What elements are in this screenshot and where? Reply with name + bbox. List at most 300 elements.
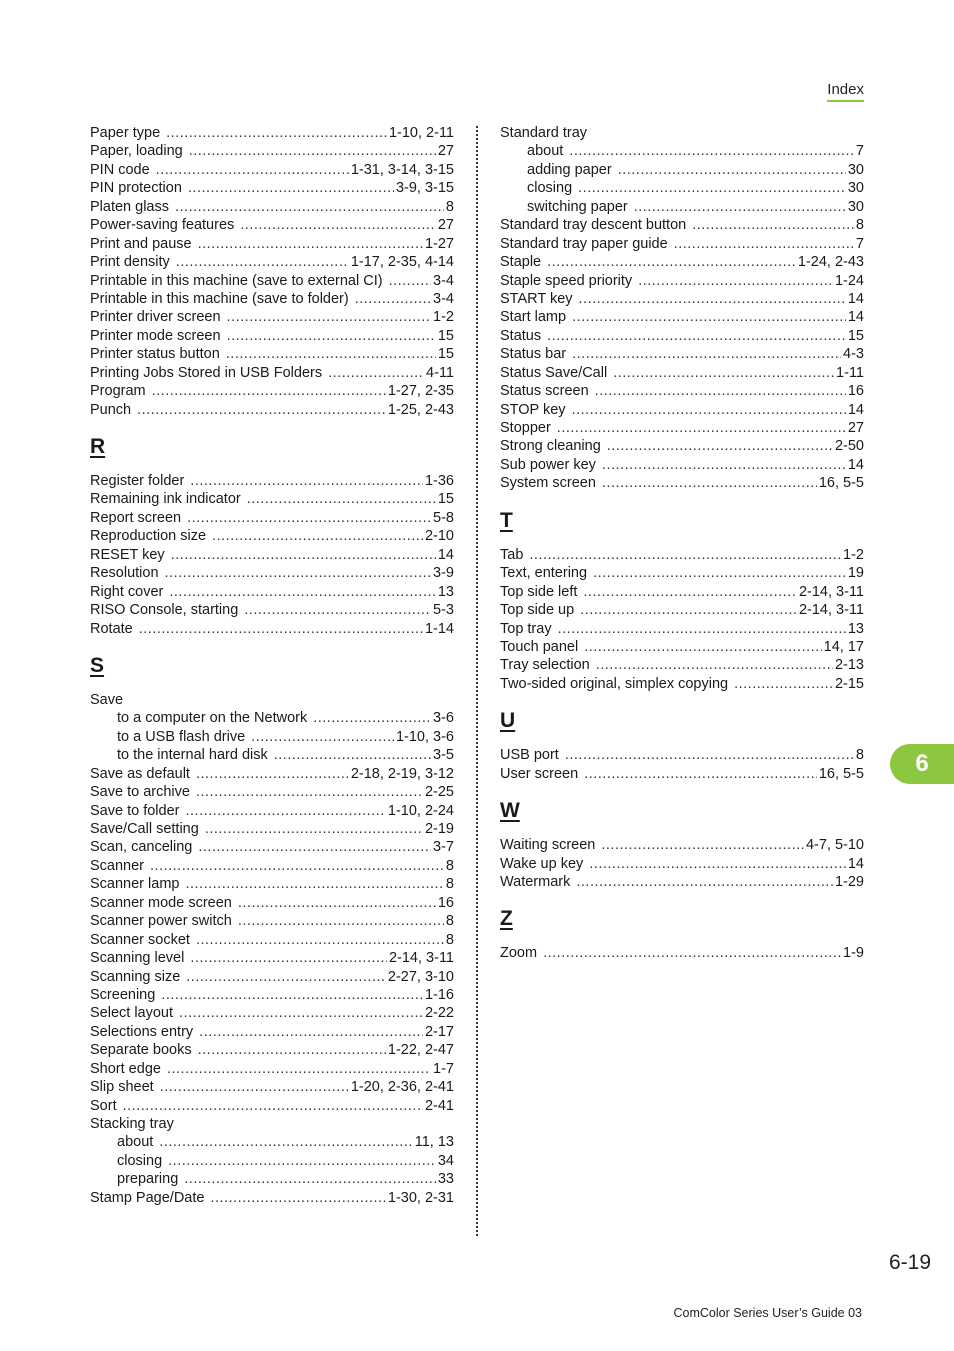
index-page-refs[interactable]: 5-3 bbox=[433, 602, 454, 619]
index-entry bbox=[90, 912, 454, 930]
index-term: PIN code bbox=[90, 161, 150, 178]
index-term: Printer driver screen bbox=[90, 309, 221, 326]
index-page-refs[interactable]: 7 bbox=[855, 143, 864, 160]
index-column-left bbox=[90, 124, 454, 1207]
index-entry bbox=[90, 783, 454, 801]
index-term: Strong cleaning bbox=[500, 438, 601, 455]
index-term: Report screen bbox=[90, 509, 182, 526]
index-entry bbox=[500, 746, 864, 764]
index-term: Tray selection bbox=[500, 657, 590, 674]
index-entry bbox=[500, 290, 864, 308]
index-term: preparing bbox=[117, 1171, 179, 1188]
dot-leader bbox=[196, 931, 444, 949]
index-entry bbox=[500, 364, 864, 382]
index-page-refs[interactable]: 1-29 bbox=[834, 874, 864, 890]
dot-leader bbox=[210, 1189, 385, 1207]
index-term: Register folder bbox=[90, 473, 185, 489]
index-page-refs[interactable]: 30 bbox=[847, 161, 864, 178]
index-page-refs[interactable]: 4-7, 5-10 bbox=[805, 837, 864, 854]
dot-leader bbox=[139, 620, 423, 638]
index-term: RESET key bbox=[90, 546, 165, 563]
index-entry bbox=[90, 253, 454, 271]
index-term: Wake up key bbox=[500, 855, 584, 872]
dot-leader bbox=[161, 986, 423, 1004]
index-entry bbox=[500, 656, 864, 674]
index-page-refs[interactable]: 2-14, 3-11 bbox=[798, 602, 864, 619]
index-term: Status bar bbox=[500, 346, 567, 363]
index-subentry bbox=[90, 728, 454, 746]
index-term: Scanning size bbox=[90, 968, 181, 985]
index-term: Save as default bbox=[90, 765, 190, 782]
index-entry bbox=[90, 1041, 454, 1059]
dot-leader bbox=[547, 253, 796, 271]
index-page-refs[interactable]: 13 bbox=[437, 583, 454, 600]
dot-leader bbox=[584, 638, 821, 656]
dot-leader bbox=[185, 875, 443, 893]
index-entry bbox=[500, 855, 864, 873]
index-term: Slip sheet bbox=[90, 1079, 154, 1096]
index-page-refs[interactable]: 2-14, 3-11 bbox=[388, 950, 454, 967]
index-term: Print and pause bbox=[90, 235, 192, 252]
dot-leader bbox=[593, 564, 846, 582]
index-term: Top side left bbox=[500, 583, 578, 600]
dot-leader bbox=[572, 308, 846, 326]
dot-leader bbox=[187, 509, 431, 527]
index-term: switching paper bbox=[527, 198, 628, 215]
index-page-refs[interactable]: 8 bbox=[445, 913, 454, 930]
index-page-refs[interactable]: 8 bbox=[445, 876, 454, 893]
index-term: Printer status button bbox=[90, 346, 220, 363]
index-term: Short edge bbox=[90, 1060, 161, 1077]
index-page-refs[interactable]: 14, 17 bbox=[823, 638, 864, 655]
index-page-refs[interactable]: 1-36 bbox=[424, 473, 454, 489]
dot-leader bbox=[168, 1152, 436, 1170]
index-term: Scanner lamp bbox=[90, 876, 180, 893]
index-term: Scanner power switch bbox=[90, 913, 232, 930]
index-term: RISO Console, starting bbox=[90, 602, 239, 619]
index-entry bbox=[90, 691, 454, 709]
index-term: Top side up bbox=[500, 602, 575, 619]
index-term: Separate books bbox=[90, 1042, 192, 1059]
index-term: Staple speed priority bbox=[500, 272, 633, 289]
index-entry bbox=[500, 944, 864, 962]
index-term: Rotate bbox=[90, 620, 133, 637]
dot-leader bbox=[188, 179, 394, 197]
index-page-refs[interactable]: 2-25 bbox=[424, 784, 454, 801]
dot-leader bbox=[674, 235, 854, 253]
index-page-refs[interactable]: 1-27, 2-35 bbox=[387, 383, 454, 400]
dot-leader bbox=[238, 894, 436, 912]
index-page-refs[interactable]: 27 bbox=[437, 143, 454, 160]
index-page-refs[interactable]: 15 bbox=[437, 346, 454, 363]
index-entry bbox=[90, 765, 454, 783]
index-term: about bbox=[117, 1134, 154, 1151]
dot-leader bbox=[569, 142, 854, 160]
index-subentry bbox=[90, 709, 454, 727]
dot-leader bbox=[547, 327, 846, 345]
index-entry bbox=[90, 382, 454, 400]
index-entry bbox=[500, 124, 864, 142]
index-page-refs[interactable]: 1-9 bbox=[843, 945, 864, 962]
index-term: Text, entering bbox=[500, 565, 588, 582]
index-page-refs[interactable]: 8 bbox=[445, 857, 454, 874]
index-page-refs[interactable]: 3-6 bbox=[433, 710, 454, 727]
dot-leader bbox=[558, 620, 846, 638]
dot-leader bbox=[244, 601, 431, 619]
dot-leader bbox=[565, 746, 854, 764]
index-term: adding paper bbox=[527, 161, 612, 178]
index-term: Sub power key bbox=[500, 456, 596, 473]
index-page-refs[interactable]: 1-7 bbox=[433, 1060, 454, 1077]
index-entry bbox=[500, 456, 864, 474]
dot-leader bbox=[179, 1004, 423, 1022]
dot-leader bbox=[190, 949, 387, 967]
index-page-refs[interactable]: 1-27 bbox=[424, 235, 454, 252]
index-page-refs[interactable]: 15 bbox=[437, 327, 454, 344]
index-page-refs[interactable]: 33 bbox=[437, 1171, 454, 1188]
dot-leader bbox=[247, 490, 436, 508]
index-page-refs[interactable]: 1-11 bbox=[836, 364, 864, 381]
dot-leader bbox=[584, 765, 817, 783]
index-entry bbox=[500, 873, 864, 891]
dot-leader bbox=[185, 802, 385, 820]
index-page-refs[interactable]: 3-9, 3-15 bbox=[395, 180, 454, 197]
dot-leader bbox=[328, 364, 424, 382]
index-entry bbox=[90, 345, 454, 363]
index-term: Zoom bbox=[500, 945, 538, 962]
index-page-refs[interactable]: 3-9 bbox=[433, 565, 454, 582]
index-term: Scan, canceling bbox=[90, 839, 193, 856]
index-term: Sort bbox=[90, 1097, 117, 1114]
index-page-refs[interactable]: 1-10, 2-24 bbox=[387, 802, 454, 819]
index-page-refs[interactable]: 2-27, 3-10 bbox=[387, 968, 454, 985]
index-entry bbox=[90, 949, 454, 967]
index-page-refs[interactable]: 1-30, 2-31 bbox=[387, 1189, 454, 1206]
index-page-refs[interactable]: 2-10 bbox=[424, 528, 454, 545]
dot-leader bbox=[166, 124, 387, 142]
dot-leader bbox=[602, 474, 817, 492]
index-page-refs[interactable]: 14 bbox=[847, 401, 864, 418]
index-entry bbox=[90, 401, 454, 419]
index-entry bbox=[500, 836, 864, 854]
index-entry bbox=[500, 638, 864, 656]
dot-leader bbox=[196, 765, 349, 783]
index-term: Print density bbox=[90, 254, 170, 271]
index-entry bbox=[90, 857, 454, 875]
index-entry bbox=[90, 235, 454, 253]
index-entry bbox=[500, 401, 864, 419]
dot-leader bbox=[589, 855, 846, 873]
dot-leader bbox=[596, 656, 833, 674]
index-entry bbox=[90, 620, 454, 638]
dot-leader bbox=[607, 437, 833, 455]
dot-leader bbox=[175, 198, 444, 216]
dot-leader bbox=[613, 364, 834, 382]
index-page-refs[interactable]: 4-3 bbox=[843, 346, 864, 363]
index-page-refs[interactable]: 2-15 bbox=[834, 675, 864, 692]
index-entry bbox=[90, 290, 454, 308]
index-page-refs[interactable]: 16 bbox=[437, 894, 454, 911]
index-entry bbox=[90, 198, 454, 216]
index-page-refs[interactable]: 2-50 bbox=[834, 438, 864, 455]
index-term: Platen glass bbox=[90, 198, 169, 215]
dot-leader bbox=[240, 216, 436, 234]
index-page-refs[interactable]: 2-41 bbox=[424, 1097, 454, 1114]
index-entry bbox=[90, 968, 454, 986]
index-term: Screening bbox=[90, 986, 156, 1003]
index-page-refs[interactable]: 30 bbox=[847, 198, 864, 215]
dot-leader bbox=[227, 308, 431, 326]
dot-leader bbox=[543, 944, 841, 962]
index-term: Start lamp bbox=[500, 309, 567, 326]
index-page-refs[interactable]: 1-2 bbox=[843, 546, 864, 563]
index-page-refs[interactable]: 27 bbox=[437, 217, 454, 234]
index-entry bbox=[90, 1004, 454, 1022]
index-page-refs[interactable]: 1-17, 2-35, 4-14 bbox=[350, 254, 454, 271]
index-term: Save/Call setting bbox=[90, 821, 199, 837]
dot-leader bbox=[189, 142, 436, 160]
dot-leader bbox=[198, 235, 423, 253]
index-term: Standard tray descent button bbox=[500, 217, 687, 234]
index-page-refs[interactable]: 5-8 bbox=[433, 509, 454, 526]
index-page-refs[interactable]: 14 bbox=[847, 309, 864, 326]
index-term: Waiting screen bbox=[500, 837, 596, 854]
dot-leader bbox=[557, 419, 846, 437]
dot-leader bbox=[618, 161, 846, 179]
index-page-refs[interactable]: 14 bbox=[437, 546, 454, 563]
index-entry bbox=[90, 546, 454, 564]
dot-leader bbox=[602, 456, 846, 474]
page-number: 6-19 bbox=[888, 1251, 931, 1274]
index-term: Staple bbox=[500, 254, 542, 271]
dot-leader bbox=[692, 216, 854, 234]
dot-leader bbox=[572, 401, 846, 419]
index-term: Scanner socket bbox=[90, 931, 190, 948]
index-entry bbox=[90, 161, 454, 179]
index-page-refs[interactable]: 1-16 bbox=[424, 986, 454, 1003]
index-entry bbox=[90, 1023, 454, 1041]
index-page-refs[interactable]: 27 bbox=[847, 420, 864, 436]
index-page-refs[interactable]: 1-14 bbox=[424, 620, 454, 637]
index-page-refs[interactable]: 2-19 bbox=[424, 821, 454, 837]
dot-leader bbox=[165, 564, 432, 582]
index-entry bbox=[500, 308, 864, 326]
index-page-refs[interactable]: 19 bbox=[847, 565, 864, 582]
index-entry bbox=[90, 527, 454, 545]
index-page-refs[interactable]: 3-5 bbox=[433, 747, 454, 764]
index-page-refs[interactable]: 34 bbox=[437, 1152, 454, 1169]
index-term: Scanner mode screen bbox=[90, 894, 232, 911]
index-term: Program bbox=[90, 383, 146, 400]
index-term: Resolution bbox=[90, 565, 159, 582]
index-term: Right cover bbox=[90, 583, 164, 600]
index-page-refs[interactable]: 15 bbox=[437, 491, 454, 508]
index-entry bbox=[90, 1060, 454, 1078]
index-page-refs[interactable]: 16, 5-5 bbox=[818, 765, 864, 782]
index-term: Scanner bbox=[90, 857, 145, 874]
index-page-refs[interactable]: 15 bbox=[847, 327, 864, 344]
index-term: to a USB flash drive bbox=[117, 728, 246, 745]
index-page-refs[interactable]: 11, 13 bbox=[414, 1134, 454, 1151]
index-page-refs[interactable]: 1-24 bbox=[834, 272, 864, 289]
index-term: Touch panel bbox=[500, 638, 579, 655]
index-term: Stopper bbox=[500, 420, 551, 436]
index-page-refs[interactable]: 1-31, 3-14, 3-15 bbox=[350, 161, 454, 178]
index-term: closing bbox=[527, 180, 573, 197]
index-subentry bbox=[90, 1152, 454, 1170]
index-term: Printer mode screen bbox=[90, 327, 221, 344]
index-entry bbox=[500, 327, 864, 345]
index-page-refs[interactable]: 2-17 bbox=[424, 1023, 454, 1040]
dot-leader bbox=[205, 820, 423, 838]
index-term: to a computer on the Network bbox=[117, 710, 308, 727]
index-term: Two-sided original, simplex copying bbox=[500, 675, 729, 692]
index-entry bbox=[500, 382, 864, 400]
index-page-refs[interactable]: 2-22 bbox=[424, 1005, 454, 1022]
index-term: Stamp Page/Date bbox=[90, 1189, 205, 1206]
index-page-refs[interactable]: 2-13 bbox=[834, 657, 864, 674]
index-page-refs[interactable]: 2-18, 2-19, 3-12 bbox=[350, 765, 454, 782]
index-page-refs[interactable]: 4-11 bbox=[426, 364, 454, 381]
index-term: Printing Jobs Stored in USB Folders bbox=[90, 364, 323, 381]
index-term: Tab bbox=[500, 546, 524, 563]
dot-leader bbox=[171, 546, 436, 564]
index-entry bbox=[500, 546, 864, 564]
dot-leader bbox=[190, 472, 423, 490]
index-entry bbox=[90, 179, 454, 197]
index-entry bbox=[90, 802, 454, 820]
dot-leader bbox=[150, 857, 444, 875]
index-entry bbox=[500, 564, 864, 582]
index-entry bbox=[90, 216, 454, 234]
index-subentry bbox=[90, 1133, 454, 1151]
index-entry bbox=[90, 986, 454, 1004]
index-term: System screen bbox=[500, 475, 596, 492]
index-page-refs[interactable]: 3-4 bbox=[433, 272, 454, 289]
section-letter: T bbox=[500, 508, 513, 532]
index-page-refs[interactable]: 16 bbox=[847, 383, 864, 400]
index-page-refs[interactable]: 2-14, 3-11 bbox=[798, 583, 864, 600]
dot-leader bbox=[578, 179, 846, 197]
index-entry bbox=[90, 124, 454, 142]
footer-text: ComColor Series User’s Guide 03 bbox=[673, 1306, 862, 1320]
dot-leader bbox=[238, 912, 444, 930]
index-term: about bbox=[527, 143, 564, 160]
index-entry bbox=[500, 345, 864, 363]
index-term: Standard tray bbox=[500, 125, 588, 141]
index-entry bbox=[500, 272, 864, 290]
chapter-tab[interactable] bbox=[890, 744, 954, 784]
index-page-refs[interactable]: 1-10, 3-6 bbox=[395, 728, 454, 745]
index-page-refs[interactable]: 30 bbox=[847, 180, 864, 197]
index-term: Status screen bbox=[500, 383, 589, 400]
dot-leader bbox=[634, 198, 846, 216]
section-letter: U bbox=[500, 709, 516, 733]
index-term: User screen bbox=[500, 765, 579, 782]
index-page-refs[interactable]: 16, 5-5 bbox=[818, 475, 864, 492]
index-entry bbox=[90, 1078, 454, 1096]
index-term: Paper type bbox=[90, 125, 161, 141]
index-page-refs[interactable]: 1-24, 2-43 bbox=[797, 254, 864, 271]
index-entry bbox=[90, 583, 454, 601]
index-entry bbox=[500, 216, 864, 234]
index-entry bbox=[90, 490, 454, 508]
index-entry bbox=[90, 1097, 454, 1115]
index-page-refs[interactable]: 1-22, 2-47 bbox=[387, 1042, 454, 1059]
index-page-refs[interactable]: 8 bbox=[855, 747, 864, 764]
index-page-refs[interactable]: 8 bbox=[855, 217, 864, 234]
index-term: Status bbox=[500, 327, 542, 344]
dot-leader bbox=[156, 161, 349, 179]
index-term: Watermark bbox=[500, 874, 571, 890]
index-page-refs[interactable]: 1-20, 2-36, 2-41 bbox=[350, 1079, 454, 1096]
index-term: USB port bbox=[500, 747, 559, 764]
index-entry bbox=[90, 364, 454, 382]
index-entry bbox=[90, 272, 454, 290]
index-entry bbox=[90, 1189, 454, 1207]
dot-leader bbox=[186, 968, 386, 986]
index-term: Scanning level bbox=[90, 950, 185, 967]
index-entry bbox=[90, 931, 454, 949]
index-entry bbox=[500, 437, 864, 455]
index-page-refs[interactable]: 1-10, 2-11 bbox=[388, 125, 454, 141]
index-term: Printable in this machine (save to folder) bbox=[90, 290, 349, 307]
index-term: Power-saving features bbox=[90, 217, 235, 234]
dot-leader bbox=[123, 1097, 423, 1115]
index-term: Stacking tray bbox=[90, 1116, 174, 1132]
index-term: Printable in this machine (save to external CI) bbox=[90, 272, 383, 289]
index-page-refs[interactable]: 13 bbox=[847, 620, 864, 637]
index-entry bbox=[90, 509, 454, 527]
index-entry bbox=[500, 474, 864, 492]
dot-leader bbox=[576, 873, 833, 891]
index-page-refs[interactable]: 1-2 bbox=[433, 309, 454, 326]
column-divider bbox=[476, 126, 478, 1236]
index-term: to the internal hard disk bbox=[117, 747, 268, 764]
index-entry bbox=[500, 235, 864, 253]
index-subentry bbox=[90, 746, 454, 764]
index-term: Select layout bbox=[90, 1005, 174, 1022]
dot-leader bbox=[580, 601, 797, 619]
index-entry bbox=[90, 894, 454, 912]
dot-leader bbox=[583, 583, 797, 601]
index-term: PIN protection bbox=[90, 180, 182, 197]
index-page-refs[interactable]: 8 bbox=[445, 931, 454, 948]
dot-leader bbox=[196, 783, 423, 801]
dot-leader bbox=[167, 1060, 431, 1078]
index-page-refs[interactable]: 7 bbox=[855, 235, 864, 252]
index-entry bbox=[500, 765, 864, 783]
index-entry bbox=[90, 142, 454, 160]
index-page-refs[interactable]: 14 bbox=[847, 855, 864, 872]
index-page-refs[interactable]: 14 bbox=[847, 456, 864, 473]
index-entry bbox=[90, 564, 454, 582]
index-page-refs[interactable]: 3-4 bbox=[433, 290, 454, 307]
dot-leader bbox=[160, 1078, 349, 1096]
index-page-refs[interactable]: 1-25, 2-43 bbox=[387, 401, 454, 418]
index-column-right bbox=[500, 124, 864, 963]
index-term: Save to archive bbox=[90, 784, 190, 801]
index-term: STOP key bbox=[500, 401, 566, 418]
dot-leader bbox=[169, 583, 436, 601]
index-entry bbox=[500, 601, 864, 619]
index-page-refs[interactable]: 14 bbox=[847, 290, 864, 307]
dot-leader bbox=[274, 746, 431, 764]
dot-leader bbox=[389, 272, 431, 290]
index-page-refs[interactable]: 3-7 bbox=[433, 839, 454, 856]
dot-leader bbox=[198, 1041, 386, 1059]
index-page-refs[interactable]: 8 bbox=[445, 198, 454, 215]
